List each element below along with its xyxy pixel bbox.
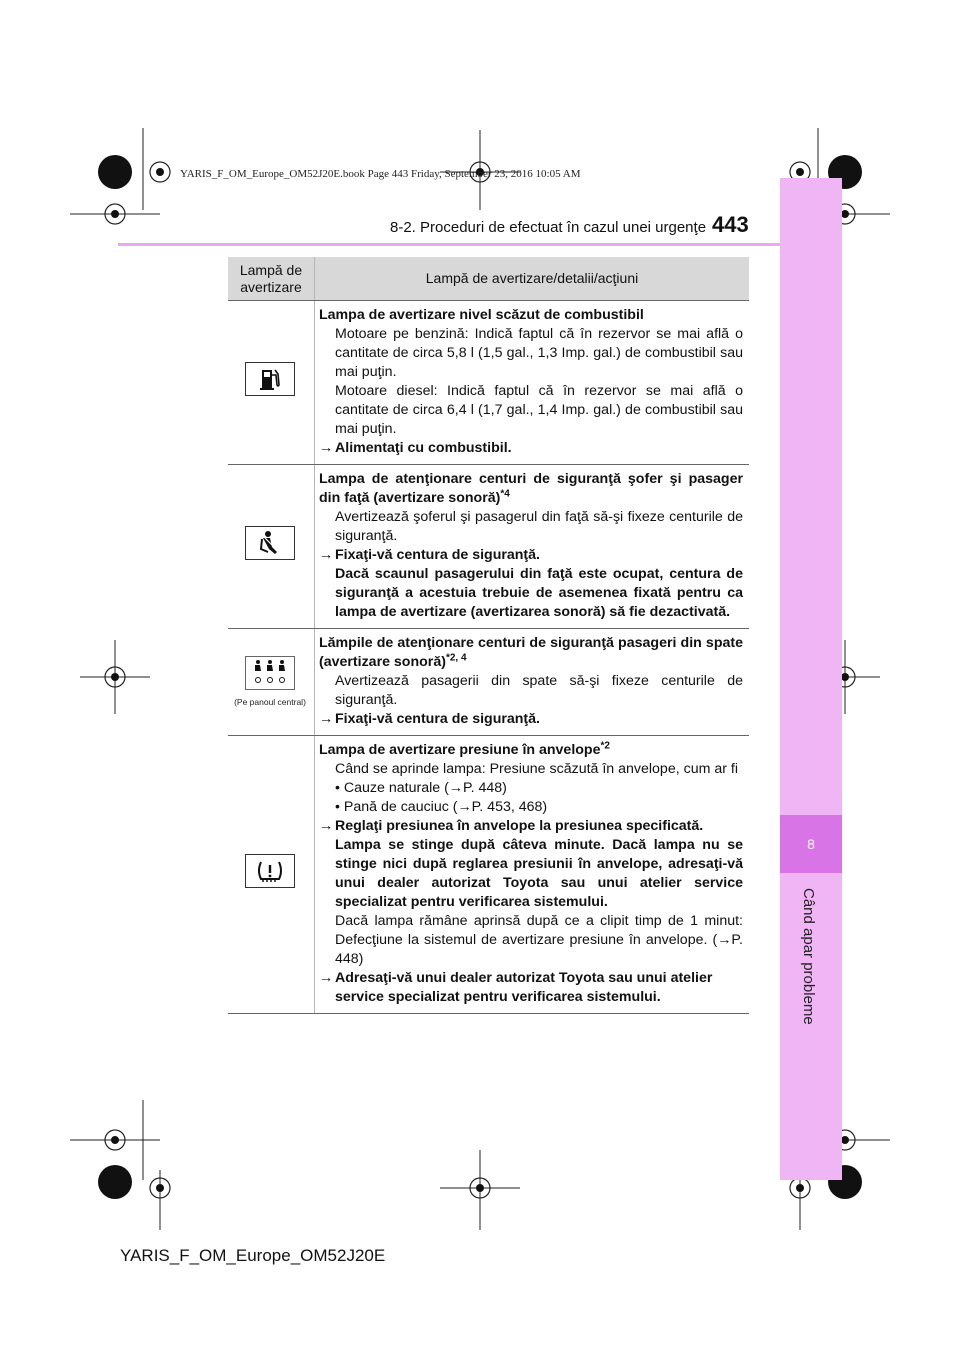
table-row (228, 465, 749, 629)
lamp-title: Lampa de avertizare presiune în anvelope$^{*2}$ (319, 740, 610, 758)
book-file-info: YARIS_F_OM_Europe_OM52J20E.book Page 443 Friday, September 23, 2016 10:05 AM (180, 168, 581, 180)
details-cell (315, 736, 750, 1014)
arrow-icon: → (319, 547, 334, 563)
action-line: → Adresaţi-vă unui dealer autorizat Toyota sau unui atelier service specializat pentru verificarea sistemului. (319, 970, 713, 1005)
section-title: 8-2. Proceduri de efectuat în cazul unei urgenţe (390, 219, 707, 236)
lamp-description: Motoare pe benzină: Indică faptul că în rezervor se mai află o cantitate de circa 5,8 l (1,5 gal., 1,3 Imp. gal.) de combustibil sau mai puţin. (335, 326, 743, 380)
column-header-lamp: Lampă de avertizare (228, 257, 315, 301)
page-number: 443 (712, 212, 749, 237)
icon-cell (228, 629, 315, 736)
details-cell (315, 629, 750, 736)
lamp-description: Avertizează pasagerii din spate să-şi fixeze centurile de siguranţă. (335, 673, 743, 708)
icon-cell (228, 465, 315, 629)
seatbelt-icon (245, 526, 295, 560)
action-detail: Dacă scaunul pasagerului din faţă este ocupat, centura de siguranţă a acestuia trebuie de asemenea fixată pentru ca lampa de avertizare (avertizarea sonoră) să fie dezactivată. (335, 566, 743, 620)
lamp-description: Motoare diesel: Indică faptul că în rezervor se mai află o cantitate de circa 6,4 l (1,7 gal., 1,4 Imp. gal.) de combustibil sau mai puţin. (335, 383, 743, 437)
rear-seatbelt-icon (245, 656, 295, 690)
lamp-title: Lampa de avertizare nivel scăzut de combustibil (319, 307, 644, 323)
lamp-description: Când se aprinde lampa: Presiune scăzută în anvelope, cum ar fi (335, 761, 738, 777)
arrow-icon: → (319, 818, 334, 834)
arrow-icon: → (319, 440, 334, 456)
action-detail: Lampa se stinge după câteva minute. Dacă lampa nu se stinge nici după reglarea presiunii în anvelope, adresaţi-vă unui dealer autorizat Toyota sau unui atelier service specializat pentru verificarea sistemului. (335, 837, 743, 910)
warning-lamp-table (228, 257, 749, 1014)
lamp-description: Dacă lampa rămâne aprinsă după ce a clipit timp de 1 minut: Defecţiune la sistemul de avertizare presiune în anvelope. (→P. 448) (335, 913, 743, 967)
details-cell (315, 465, 750, 629)
action-line: → Reglaţi presiunea în anvelope la presiunea specificată. (319, 818, 704, 834)
lamp-title: Lampa de atenţionare centuri de siguranţă şofer şi pasager din faţă (avertizare sonoră)$^{*4}$ (319, 471, 743, 506)
details-cell (315, 301, 750, 465)
chapter-title-vertical: Când apar probleme (800, 888, 817, 1025)
action-line: → Alimentaţi cu combustibil. (319, 440, 512, 456)
lamp-title: Lămpile de atenţionare centuri de siguranţă pasageri din spate (avertizare sonoră)$^{*2, 4}$ (319, 635, 743, 670)
icon-cell (228, 736, 315, 1014)
column-header-details: Lampă de avertizare/detalii/acţiuni (315, 257, 750, 301)
chapter-side-band (780, 178, 842, 1180)
chapter-number-tab: 8 (780, 815, 842, 873)
tire-pressure-icon (245, 854, 295, 888)
arrow-icon: → (319, 711, 334, 727)
action-line: → Fixaţi-vă centura de siguranţă. (319, 547, 540, 563)
table-row (228, 301, 749, 465)
fuel-pump-icon (245, 362, 295, 396)
table-row (228, 629, 749, 736)
arrow-icon: → (319, 970, 334, 986)
icon-cell (228, 301, 315, 465)
icon-note: (Pe panoul central) (234, 697, 306, 707)
list-item: • Pană de cauciuc (→P. 453, 468) (335, 799, 548, 815)
table-row (228, 736, 749, 1014)
document-code: YARIS_F_OM_Europe_OM52J20E (120, 1246, 386, 1265)
header-rule (118, 243, 782, 246)
list-item: • Cauze naturale (→P. 448) (335, 780, 507, 796)
lamp-description: Avertizează şoferul şi pasagerul din faţă să-şi fixeze centurile de siguranţă. (335, 509, 743, 544)
action-line: → Fixaţi-vă centura de siguranţă. (319, 711, 540, 727)
